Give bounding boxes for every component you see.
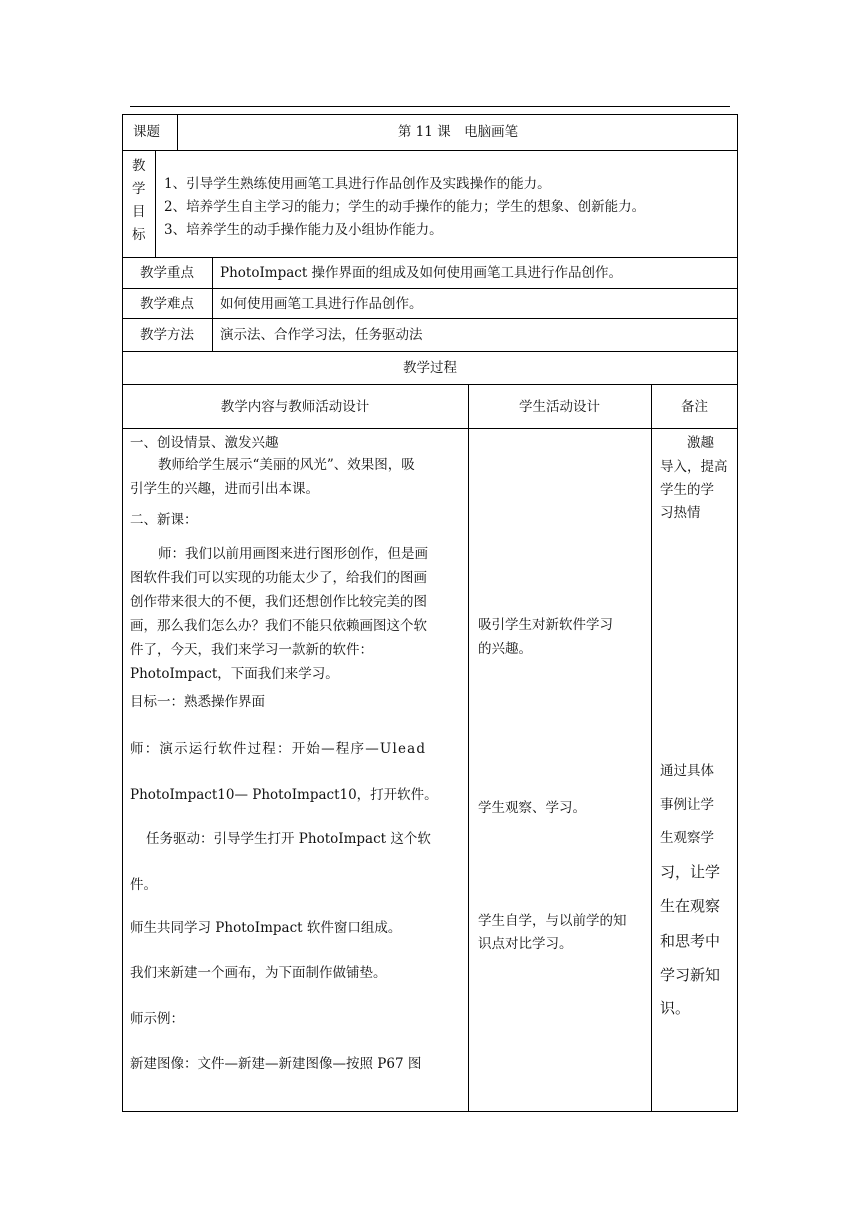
objective-item-2: 2、培养学生自主学习的能力；学生的动手操作的能力；学生的想象、创新能力。 [164, 199, 646, 215]
example-line: 师示例： [130, 1011, 184, 1027]
process-title: 教学过程 [403, 360, 457, 376]
demo-line-2: PhotoImpact10— PhotoImpact10，打开软件。 [130, 787, 438, 803]
note-1-line-2: 导入，提高 [660, 459, 728, 475]
objectives-label-1: 教 [132, 158, 146, 174]
header-student: 学生活动设计 [519, 399, 600, 415]
task-line-1: 任务驱动：引导学生打开 PhotoImpact 这个软 [146, 831, 431, 847]
student-activity-1-line-2: 的兴趣。 [478, 641, 532, 657]
student-activity-1-line-1: 吸引学生对新软件学习 [478, 617, 613, 633]
methods-label: 教学方法 [140, 327, 194, 343]
new-image-line: 新建图像：文件—新建—新建图像—按照 P67 图 [130, 1056, 422, 1072]
student-activity-3-line-1: 学生自学，与以前学的知 [478, 913, 627, 929]
objectives-label-4: 标 [132, 227, 146, 243]
note-1-line-4: 习热情 [660, 505, 701, 521]
key-point-label: 教学重点 [140, 265, 194, 281]
key-point-value: PhotoImpact 操作界面的组成及如何使用画笔工具进行作品创作。 [220, 265, 623, 281]
section-2-line-6: PhotoImpact，下面我们来学习。 [130, 666, 339, 682]
note-1-line-3: 学生的学 [660, 482, 714, 498]
note-2-line-7: 学习新知 [660, 966, 721, 984]
section-2-line-4: 画，那么我们怎么办？我们不能只依赖画图这个软 [130, 618, 427, 634]
difficulty-label: 教学难点 [140, 296, 194, 312]
goal-1: 目标一：熟悉操作界面 [130, 694, 265, 710]
section-2-line-2: 图软件我们可以实现的功能太少了，给我们的图画 [130, 570, 427, 586]
header-content: 教学内容与教师活动设计 [220, 399, 370, 415]
note-2-line-8: 识。 [660, 999, 691, 1017]
note-2-line-3: 生观察学 [660, 830, 714, 846]
section-1-line-2: 引学生的兴趣，进而引出本课。 [130, 481, 319, 497]
objective-item-1: 1、引导学生熟练使用画笔工具进行作品创作及实践操作的能力。 [164, 176, 551, 192]
section-2-line-5: 件了，今天，我们来学习一款新的软件： [130, 642, 373, 658]
note-2-line-6: 和思考中 [660, 932, 721, 950]
methods-value: 演示法、合作学习法，任务驱动法 [220, 327, 423, 343]
section-2-title: 二、新课： [130, 512, 198, 528]
objectives-label-3: 目 [132, 204, 146, 220]
difficulty-value: 如何使用画笔工具进行作品创作。 [220, 296, 423, 312]
note-2-line-4: 习，让学 [660, 863, 721, 881]
objectives-label-2: 学 [132, 181, 146, 197]
note-2-line-1: 通过具体 [660, 763, 714, 779]
lesson-title: 第 11 课 电脑画笔 [397, 124, 519, 140]
header-notes: 备注 [681, 399, 708, 415]
objective-item-3: 3、培养学生的动手操作能力及小组协作能力。 [164, 222, 443, 238]
section-2-line-1: 师：我们以前用画图来进行图形创作，但是画 [158, 546, 428, 562]
student-activity-2: 学生观察、学习。 [478, 800, 586, 816]
note-2-line-5: 生在观察 [660, 897, 721, 915]
note-2-line-2: 事例让学 [660, 797, 714, 813]
canvas-line: 我们来新建一个画布，为下面制作做铺垫。 [130, 965, 387, 981]
subject-label: 课题 [133, 124, 160, 140]
task-line-2: 件。 [130, 877, 157, 893]
note-1-line-1: 激趣 [687, 435, 714, 451]
section-1-title: 一、创设情景、激发兴趣 [130, 435, 279, 451]
section-1-line-1: 教师给学生展示“美丽的风光”、效果图，吸 [158, 457, 415, 473]
section-2-line-3: 创作带来很大的不便，我们还想创作比较完美的图 [130, 594, 427, 610]
learn-line: 师生共同学习 PhotoImpact 软件窗口组成。 [130, 920, 402, 936]
demo-line-1: 师：演示运行软件过程：开始—程序—Ulead [130, 741, 427, 757]
student-activity-3-line-2: 识点对比学习。 [478, 936, 573, 952]
